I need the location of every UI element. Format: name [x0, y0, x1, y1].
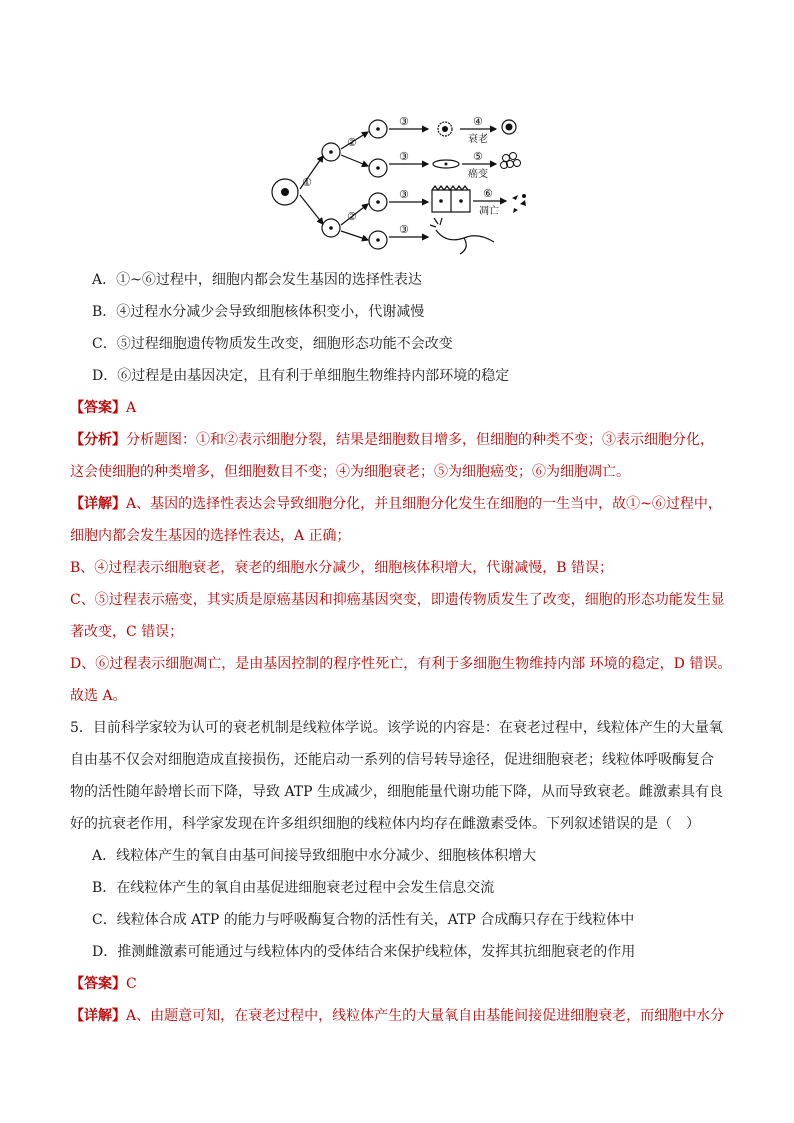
q5-option-c: C．线粒体合成 ATP 的能力与呼吸酶复合物的活性有关，ATP 合成酶只存在于线粒体中 [92, 912, 635, 928]
q4-analysis-line-1 [70, 430, 714, 450]
q5-detail-line-1 [70, 1006, 724, 1026]
analysis-text: 分析题图：①和②表示细胞分裂，结果是细胞数目增多，但细胞的种类不变；③表示细胞分化， [126, 432, 714, 448]
apoptotic-fragments [512, 194, 526, 213]
step-label: ③ [399, 115, 409, 128]
analysis-tag: 【分析】 [70, 432, 126, 448]
q4-detail-line-3: B、④过程表示细胞衰老，衰老的细胞水分减少，细胞核体积增大，代谢减慢，B 错误； [70, 560, 614, 576]
step-label: ④ [473, 115, 483, 128]
q5-answer [70, 974, 137, 994]
answer-value: C [126, 976, 137, 992]
detail-tag: 【详解】 [70, 1008, 126, 1024]
q4-answer [70, 398, 136, 418]
cell-process-diagram-svg [268, 112, 530, 262]
q4-detail-line-7: 故选 A。 [70, 688, 127, 704]
neuron [430, 218, 494, 254]
q5-option-d: D．推测雌激素可能通过与线粒体内的受体结合来保护线粒体，发挥其抗细胞衰老的作用 [92, 944, 636, 960]
q5-stem-line-3: 物的活性随年龄增长而下降，导致 ATP 生成减少，细胞能量代谢功能下降，从而导致衰老。雌激素具有良 [70, 784, 724, 800]
step-label: ③ [399, 150, 409, 163]
answer-tag: 【答案】 [70, 976, 126, 992]
q5-option-b: B．在线粒体产生的氧自由基促进细胞衰老过程中会发生信息交流 [92, 880, 495, 896]
q4-option-b: B．④过程水分减少会导致细胞核体积变小，代谢减慢 [92, 304, 425, 320]
stage-label-aging: 衰老 [468, 134, 488, 145]
detail-text: A、由题意可知，在衰老过程中，线粒体产生的大量氧自由基能间接促进细胞衰老，而细胞中水分 [126, 1008, 725, 1024]
cell-process-diagram [268, 112, 530, 262]
q5-stem-line-1: 5．目前科学家较为认可的衰老机制是线粒体学说。该学说的内容是：在衰老过程中，线粒体产生的大量氧 [70, 720, 723, 736]
stage-label-apoptosis: 凋亡 [479, 206, 499, 217]
q5-stem-line-2: 自由基不仅会对细胞造成直接损伤，还能启动一系列的信号转导途径，促进细胞衰老；线粒体呼吸酶复合 [70, 752, 714, 768]
q4-detail-line-4: C、⑤过程表示癌变，其实质是原癌基因和抑癌基因突变，即遗传物质发生了改变，细胞的形态功能发生显 [70, 592, 725, 608]
detail-text: A、基因的选择性表达会导致细胞分化，并且细胞分化发生在细胞的一生当中，故①~⑥过程中， [126, 496, 722, 512]
step-label: ③ [399, 223, 409, 236]
step-label: ⑤ [473, 150, 483, 163]
q4-detail-line-5: 著改变，C 错误； [70, 624, 184, 640]
q4-detail-line-1 [70, 494, 722, 514]
stage-label-cancer: 癌变 [468, 169, 488, 180]
q4-option-d: D．⑥过程是由基因决定，且有利于单细胞生物维持内部环境的稳定 [92, 368, 510, 384]
step-label: ② [347, 136, 357, 149]
q4-detail-line-6: D、⑥过程表示细胞凋亡，是由基因控制的程序性死亡，有利于多细胞生物维持内部 环境的稳定，D 错误。 [70, 656, 732, 672]
step-label: ③ [399, 188, 409, 201]
cancer-cell-cluster [501, 153, 521, 169]
step-label: ① [302, 176, 312, 189]
q5-stem-line-4: 好的抗衰老作用，科学家发现在许多组织细胞的线粒体内均存在雌激素受体。下列叙述错误的是（ ） [70, 816, 700, 832]
q4-analysis-line-2: 这会使细胞的种类增多，但细胞数目不变；④为细胞衰老；⑤为细胞癌变；⑥为细胞凋亡。 [70, 464, 630, 480]
answer-tag: 【答案】 [70, 400, 126, 416]
step-label: ② [347, 210, 357, 223]
q4-option-c: C．⑤过程细胞遗传物质发生改变，细胞形态功能不会改变 [92, 336, 453, 352]
step-label: ⑥ [483, 187, 493, 200]
q4-option-a: A．①~⑥过程中，细胞内都会发生基因的选择性表达 [92, 272, 422, 288]
q4-detail-line-2: 细胞内都会发生基因的选择性表达，A 正确； [70, 528, 351, 544]
detail-tag: 【详解】 [70, 496, 126, 512]
answer-value: A [126, 400, 137, 416]
q5-option-a: A．线粒体产生的氧自由基可间接导致细胞中水分减少、细胞核体积增大 [92, 848, 537, 864]
